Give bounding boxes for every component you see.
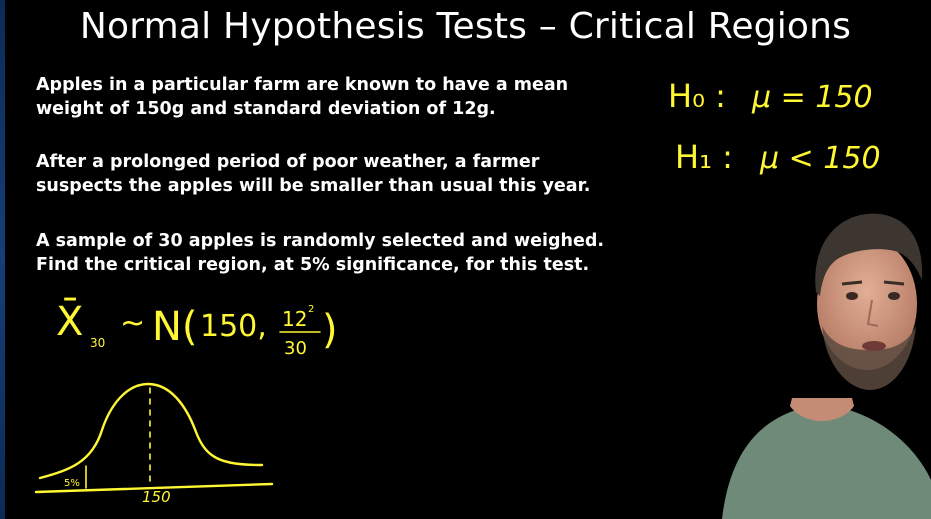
h0-statement: μ = 150 bbox=[752, 80, 873, 115]
presenter-eye bbox=[888, 292, 900, 300]
dist-var-denominator: 30 bbox=[284, 338, 307, 359]
presenter-mouth bbox=[862, 341, 886, 351]
slide-title: Normal Hypothesis Tests – Critical Regions bbox=[79, 6, 852, 47]
dist-close: ) bbox=[322, 307, 338, 353]
paragraph-line: suspects the apples will be smaller than usual this year. bbox=[36, 176, 591, 196]
dist-mean: 150, bbox=[200, 309, 267, 344]
dist-variable: X̄ bbox=[56, 299, 84, 345]
paragraph-line: A sample of 30 apples is randomly selected and weighed. bbox=[36, 231, 605, 251]
paragraph-line: weight of 150g and standard deviation of 12g. bbox=[36, 99, 496, 119]
dist-tilde: ~ bbox=[120, 306, 146, 341]
paragraph-line: After a prolonged period of poor weather, a farmer bbox=[36, 152, 540, 172]
presenter-eye bbox=[846, 292, 858, 300]
dist-var-power: 2 bbox=[308, 304, 315, 315]
paragraph-line: Apples in a particular farm are known to have a mean bbox=[36, 75, 569, 95]
dist-subscript: 30 bbox=[90, 336, 106, 350]
dist-name: N( bbox=[152, 304, 198, 350]
h1-label: H₁ : bbox=[675, 138, 733, 176]
presenter-shirt bbox=[722, 404, 931, 519]
tail-label: 5% bbox=[64, 478, 80, 489]
paragraph-line: Find the critical region, at 5% significance, for this test. bbox=[36, 255, 590, 275]
normal-curve bbox=[40, 384, 262, 478]
axis-label-mean: 150 bbox=[142, 488, 171, 506]
h0-label: H₀ : bbox=[668, 77, 726, 115]
dist-var-numerator: 12 bbox=[282, 307, 308, 331]
h1-statement: μ < 150 bbox=[760, 141, 881, 176]
presenter-video bbox=[712, 200, 931, 519]
